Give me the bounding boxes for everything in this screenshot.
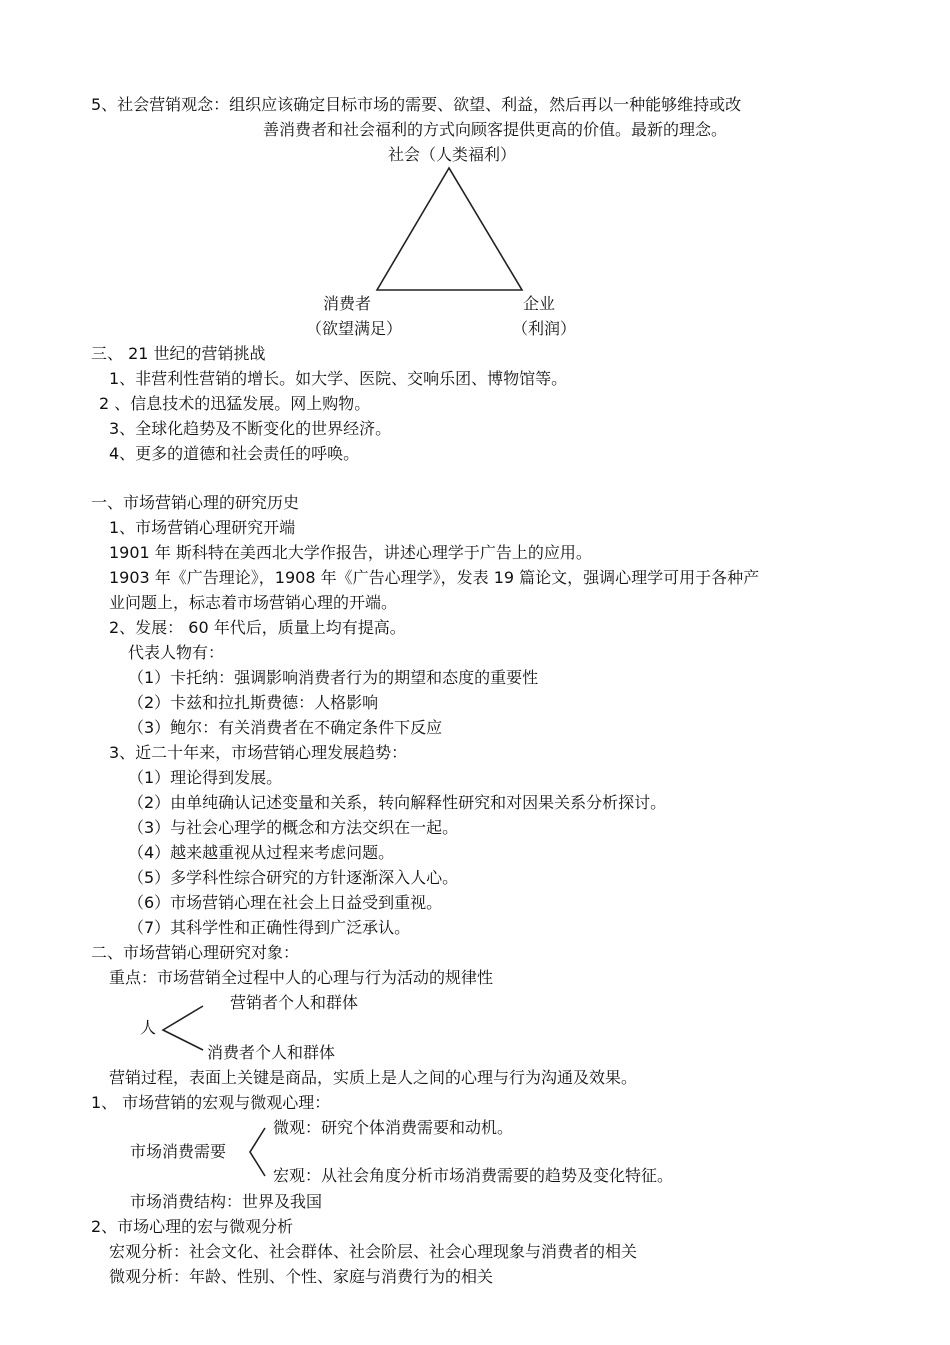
challenge-item-3: 3、全球化趋势及不断变化的世界经济。 [109, 419, 392, 438]
challenge-item-2: 2 、信息技术的迅猛发展。网上购物。 [99, 394, 371, 413]
history-1901-line: 1901 年 斯科特在美西北大学作报告，讲述心理学于广告上的应用。 [109, 543, 592, 562]
objects-focus: 重点：市场营销全过程中人的心理与行为活动的规律性 [109, 968, 494, 987]
social-marketing-line-2: 善消费者和社会福利的方式向顾客提供更高的价值。最新的理念。 [263, 120, 728, 139]
history-1903-line-a: 1903 年《广告理论》，1908 年《广告心理学》，发表 19 篇论文，强调心理学可用于各种产 [109, 568, 760, 587]
structure-line: 市场消费结构：世界及我国 [130, 1192, 323, 1211]
challenge-item-1: 1、非营利性营销的增长。如大学、医院、交响乐团、博物馆等。 [109, 369, 568, 388]
triangle-shape [377, 168, 522, 290]
micro-analysis-line: 微观分析：年龄、性别、个性、家庭与消费行为的相关 [109, 1267, 494, 1286]
challenge-item-4: 4、更多的道德和社会责任的呼唤。 [109, 444, 360, 463]
social-marketing-line-1: 5、社会营销观念：组织应该确定目标市场的需要、欲望、利益，然后再以一种能够维持或改 [91, 95, 742, 114]
trend-5: （5）多学科性综合研究的方针逐渐深入人心。 [128, 868, 459, 887]
person-label: 人 [140, 1018, 157, 1037]
triangle-left-sublabel: （欲望满足） [306, 319, 403, 338]
history-1903-line-b: 业问题上，标志着市场营销心理的开端。 [109, 593, 398, 612]
history-sub-1: 1、市场营销心理研究开端 [109, 518, 296, 537]
micro-line: 微观：研究个体消费需要和动机。 [273, 1118, 514, 1137]
macro-line: 宏观：从社会角度分析市场消费需要的趋势及变化特征。 [273, 1166, 674, 1185]
history-sub-2: 2、发展： 60 年代后，质量上均有提高。 [109, 618, 406, 637]
representative-1: （1）卡托纳：强调影响消费者行为的期望和态度的重要性 [128, 668, 539, 687]
trend-1: （1）理论得到发展。 [128, 768, 283, 787]
demand-bracket [250, 1128, 265, 1176]
representatives-label: 代表人物有： [128, 643, 225, 662]
demand-label: 市场消费需要 [130, 1142, 227, 1161]
trend-6: （6）市场营销心理在社会上日益受到重视。 [128, 893, 443, 912]
triangle-right-sublabel: （利润） [512, 319, 577, 338]
history-heading: 一、市场营销心理的研究历史 [91, 493, 300, 512]
macro-analysis-line: 宏观分析：社会文化、社会群体、社会阶层、社会心理现象与消费者的相关 [109, 1242, 638, 1261]
challenges-heading: 三、 21 世纪的营销挑战 [91, 344, 266, 363]
person-top-label: 营销者个人和群体 [230, 993, 359, 1012]
representative-3: （3）鲍尔：有关消费者在不确定条件下反应 [128, 718, 443, 737]
analysis-heading: 2、市场心理的宏与微观分析 [91, 1217, 294, 1236]
person-bracket [163, 1006, 203, 1050]
process-line: 营销过程，表面上关键是商品，实质上是人之间的心理与行为沟通及效果。 [109, 1068, 638, 1087]
trend-7: （7）其科学性和正确性得到广泛承认。 [128, 918, 411, 937]
macro-micro-heading: 1、 市场营销的宏观与微观心理： [91, 1093, 331, 1112]
trend-4: （4）越来越重视从过程来考虑问题。 [128, 843, 395, 862]
trend-3: （3）与社会心理学的概念和方法交织在一起。 [128, 818, 459, 837]
representative-2: （2）卡兹和拉扎斯费德：人格影响 [128, 693, 379, 712]
history-sub-3: 3、近二十年来，市场营销心理发展趋势： [109, 743, 408, 762]
trend-2: （2）由单纯确认记述变量和关系，转向解释性研究和对因果关系分析探讨。 [128, 793, 667, 812]
person-bottom-label: 消费者个人和群体 [207, 1043, 336, 1062]
triangle-top-label: 社会（人类福利） [388, 145, 517, 164]
triangle-right-label: 企业 [523, 294, 556, 313]
objects-heading: 二、市场营销心理研究对象： [91, 943, 300, 962]
triangle-left-label: 消费者 [323, 294, 372, 313]
